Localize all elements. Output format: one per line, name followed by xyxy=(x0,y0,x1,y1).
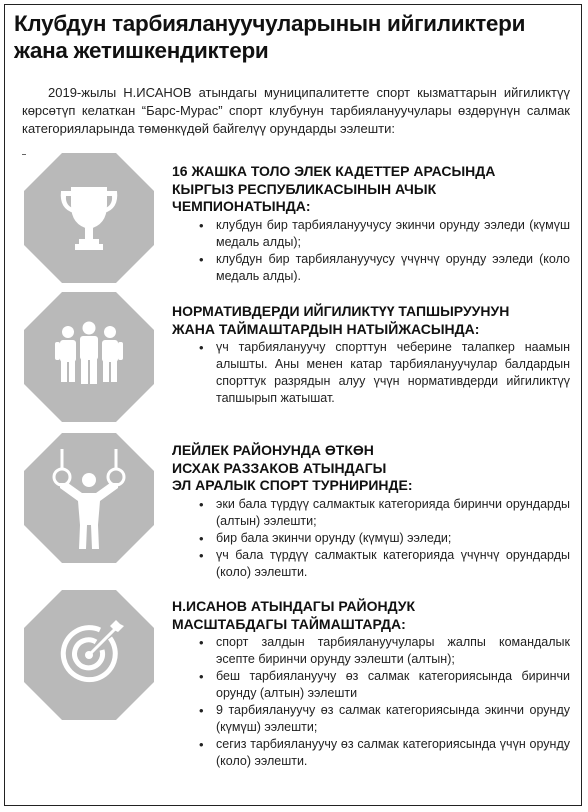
list-item: • спорт залдын тарбиялануучулары жалпы командалык эсепте биринчи орунду ээлешти (алтын); xyxy=(172,634,570,668)
list-item: • үч тарбиялануучу спорттун чеберине талапкер наамын алышты. Аны менен катар тарбиялануучулар балдардын спорттук разрядын алуу үчүн нормативдерди ийгиликтүү тапшырып жатышат. xyxy=(172,339,570,407)
section-2-heading xyxy=(172,303,570,338)
heading-line: ЭЛ АРАЛЫК СПОРТ ТУРНИРИНДЕ: xyxy=(172,477,413,493)
trophy-octagon xyxy=(24,153,154,283)
intro-paragraph xyxy=(22,84,570,138)
section-1-heading xyxy=(172,163,570,216)
list-item: • сегиз тарбиялануучу өз салмак категориясында үчүн орунду (коло) ээлешти. xyxy=(172,736,570,770)
group-icon xyxy=(24,292,154,422)
article-title: Клубдун тарбиялануучуларынын ийгиликтери жана жетишкендиктери xyxy=(14,11,526,63)
heading-line: ЧЕМПИОНАТЫНДА: xyxy=(172,198,311,214)
section-3-list xyxy=(172,496,570,581)
heading-line: КЫРГЫЗ РЕСПУБЛИКАСЫНЫН АЧЫК xyxy=(172,180,437,197)
list-item: • үч бала түрдүү салмактык категорияда үчүнчү орундарды (коло) ээлешти. xyxy=(172,547,570,581)
heading-line: Н.ИСАНОВ АТЫНДАГЫ РАЙОНДУК xyxy=(172,598,416,614)
section-3 xyxy=(172,442,570,581)
section-2 xyxy=(172,303,570,407)
target-icon xyxy=(24,590,154,720)
section-1-list xyxy=(172,217,570,285)
gymnast-rings-icon xyxy=(24,433,154,563)
list-item: • 9 тарбиялануучу өз салмак категориясында экинчи орунду (күмүш) ээлешти; xyxy=(172,702,570,736)
section-1 xyxy=(172,163,570,285)
list-item: • клубдун бир тарбиялануучусу экинчи орунду ээледи (күмүш медаль алды); xyxy=(172,217,570,251)
rings-octagon xyxy=(24,433,154,563)
intro-text: 2019-жылы Н.ИСАНОВ атындагы муниципалитетте спорт кызматтарын ийгиликтүү көрсөтүп келаткан “Барс-Мурас” спорт клубунун тарбиялануучулары өздөрүнүн салмак категорияларында төмөнкүдөй байгелүү орундарды ээлешти: xyxy=(22,85,570,136)
heading-line: ИСХАК РАЗЗАКОВ АТЫНДАГЫ xyxy=(172,459,387,476)
target-octagon xyxy=(24,590,154,720)
section-3-heading xyxy=(172,442,570,495)
heading-line: МАСШТАБДАГЫ ТАЙМАШТАРДА: xyxy=(172,615,406,632)
heading-line: НОРМАТИВДЕРДИ ИЙГИЛИКТҮҮ ТАПШЫРУУНУН xyxy=(172,303,510,319)
heading-line: 16 ЖАШКА ТОЛО ЭЛЕК КАДЕТТЕР АРАСЫНДА xyxy=(172,163,496,179)
heading-line: ЛЕЙЛЕК РАЙОНУНДА ӨТКӨН xyxy=(172,442,374,458)
list-item: • беш тарбиялануучу өз салмак категориясында биринчи орунду (алтын) ээлешти xyxy=(172,668,570,702)
heading-line: ЖАНА ТАЙМАШТАРДЫН НАТЫЙЖАСЫНДА: xyxy=(172,320,480,337)
list-item: • бир бала экинчи орунду (күмүш) ээледи; xyxy=(172,530,570,547)
section-4-list xyxy=(172,634,570,770)
group-octagon xyxy=(24,292,154,422)
list-item: • эки бала түрдүү салмактык категорияда биринчи орундарды (алтын) ээлешти; xyxy=(172,496,570,530)
section-4 xyxy=(172,598,570,770)
section-4-heading xyxy=(172,598,570,633)
section-2-list xyxy=(172,339,570,407)
trophy-icon xyxy=(24,153,154,283)
list-item: • клубдун бир тарбиялануучусу үчүнчү орунду ээледи (коло медаль алды). xyxy=(172,251,570,285)
